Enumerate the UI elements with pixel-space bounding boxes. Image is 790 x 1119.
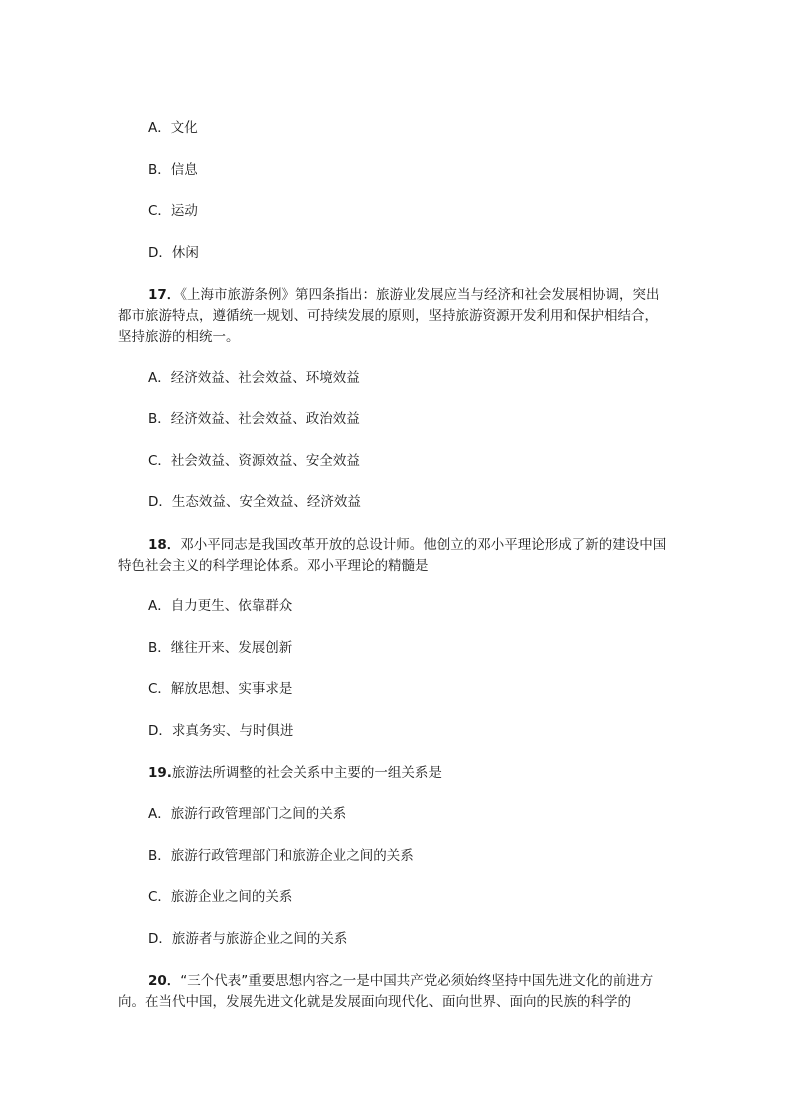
q19-stem bbox=[118, 763, 670, 784]
q16-option-c: C．运动 bbox=[148, 203, 198, 219]
q20-number: 20． bbox=[148, 973, 181, 989]
q19-text: 旅游法所调整的社会关系中主要的一组关系是 bbox=[171, 765, 442, 781]
q17-option-a: A．经济效益、社会效益、环境效益 bbox=[148, 370, 360, 386]
q20-text: “三个代表”重要思想内容之一是中国共产党必须始终坚持中国先进文化的前进方向。在当代中国，发展先进文化就是发展面向现代化、面向世界、面向的民族的科学的 bbox=[118, 973, 654, 1010]
q19-option-a: A．旅游行政管理部门之间的关系 bbox=[148, 806, 347, 822]
q20-stem bbox=[118, 971, 670, 1013]
q19-option-b: B．旅游行政管理部门和旅游企业之间的关系 bbox=[148, 848, 414, 864]
q18-option-a: A．自力更生、依靠群众 bbox=[148, 598, 293, 614]
q16-option-a: A．文化 bbox=[148, 120, 198, 136]
q16-option-d: D．休闲 bbox=[148, 245, 199, 261]
q19-number: 19. bbox=[148, 765, 172, 781]
q17-stem bbox=[118, 285, 670, 348]
q17-text: 《上海市旅游条例》第四条指出：旅游业发展应当与经济和社会发展相协调，突出都市旅游特点，遵循统一规划、可持续发展的原则，坚持旅游资源开发利用和保护相结合，坚持旅游的相统一。 bbox=[118, 287, 660, 345]
q18-option-d: D．求真务实、与时俱进 bbox=[148, 723, 294, 739]
q18-option-b: B．继往开来、发展创新 bbox=[148, 640, 293, 656]
q18-option-c: C．解放思想、实事求是 bbox=[148, 681, 293, 697]
q17-option-d: D．生态效益、安全效益、经济效益 bbox=[148, 494, 361, 510]
q18-stem bbox=[118, 535, 670, 577]
q19-option-d: D．旅游者与旅游企业之间的关系 bbox=[148, 931, 348, 947]
q16-option-b: B．信息 bbox=[148, 162, 198, 178]
q19-option-c: C．旅游企业之间的关系 bbox=[148, 889, 293, 905]
q17-option-c: C．社会效益、资源效益、安全效益 bbox=[148, 453, 360, 469]
q18-text: 邓小平同志是我国改革开放的总设计师。他创立的邓小平理论形成了新的建设中国特色社会主义的科学理论体系。邓小平理论的精髓是 bbox=[118, 537, 667, 574]
q18-number: 18． bbox=[148, 537, 181, 553]
q17-number: 17． bbox=[148, 287, 181, 303]
q17-option-b: B．经济效益、社会效益、政治效益 bbox=[148, 411, 360, 427]
